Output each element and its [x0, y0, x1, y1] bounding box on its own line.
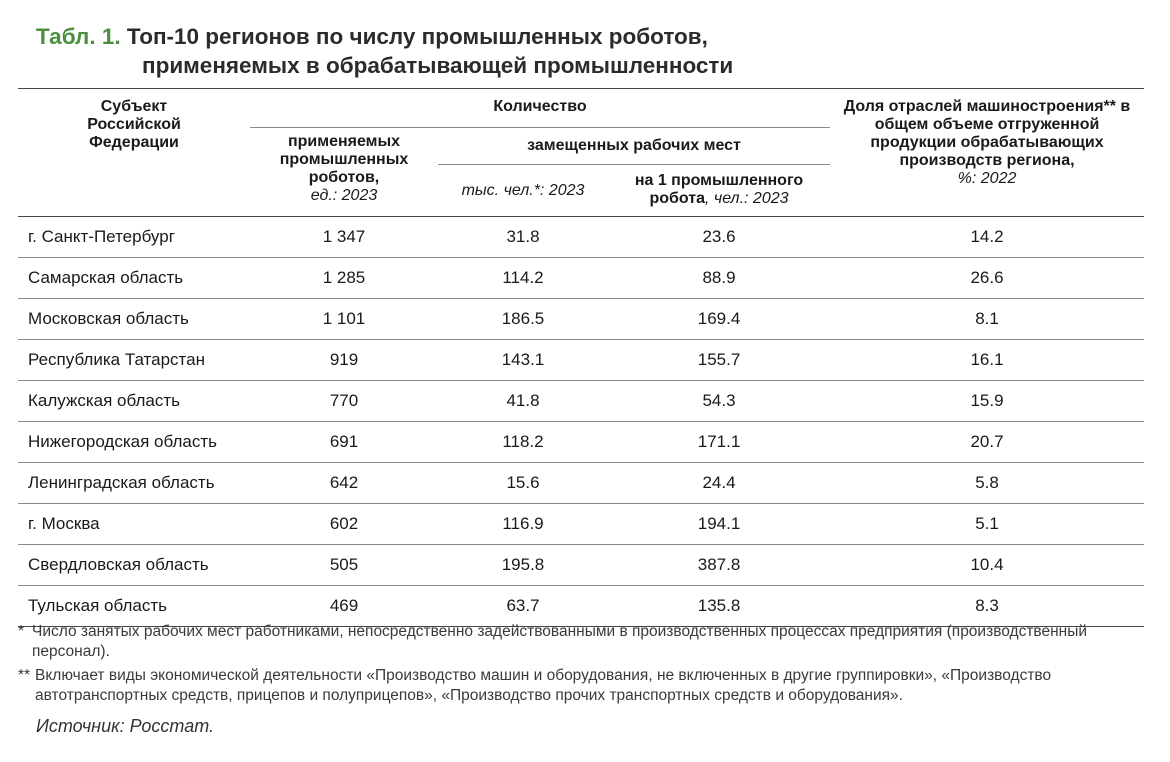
header-subject-text: Субъект Российской Федерации: [87, 98, 181, 151]
footnote-1: [18, 622, 1148, 662]
footnote-1-text: Число занятых рабочих мест работниками, непосредственно задействованными в производственных процессах предприятия (производственный персонал).: [32, 623, 1088, 660]
cell-jobs-per-robot: 54.3: [702, 391, 736, 410]
footnote-1-mark: *: [18, 623, 25, 640]
footnote-2-text: Включает виды экономической деятельности «Производство машин и оборудования, не включенных в другие группировки», «Производство автотранспортных средств, прицепов и полуприцепов», «Производство прочих транспортных средств и оборудования».: [35, 667, 1052, 704]
table-title: [36, 22, 1136, 80]
cell-jobs-thousand: 195.8: [501, 555, 545, 574]
cell-region: Свердловская область: [28, 555, 209, 574]
title-label: Табл. 1.: [36, 24, 121, 49]
table-row: [18, 422, 1144, 463]
header-quantity: [250, 89, 830, 128]
table-header: [18, 89, 1144, 217]
cell-share: 16.1: [970, 350, 1004, 369]
header-share: [830, 89, 1144, 217]
header-robots: [250, 128, 438, 217]
header-per-robot: [608, 165, 830, 217]
table-row: [18, 299, 1144, 340]
header-per-robot-text: на 1 промышленного робота: [634, 172, 804, 207]
header-share-text: Доля отраслей машиностроения** в общем объеме отгруженной продукции обрабатывающих производств региона,: [843, 98, 1131, 169]
header-robots-unit: [250, 187, 438, 205]
cell-region: Ленинградская область: [28, 473, 215, 492]
cell-region: Калужская область: [28, 391, 180, 410]
title-line-1: [36, 22, 1136, 51]
header-robots-unit-text: ед.: 2023: [310, 187, 378, 204]
cell-region: Тульская область: [28, 596, 167, 615]
table-row: [18, 217, 1144, 258]
cell-share: 8.1: [975, 309, 999, 328]
header-thousand: [438, 165, 608, 217]
cell-region: Нижегородская область: [28, 432, 217, 451]
cell-share: 5.1: [975, 514, 999, 533]
cell-region: Московская область: [28, 309, 189, 328]
table-row: [18, 586, 1144, 627]
cell-jobs-per-robot: 155.7: [697, 350, 741, 369]
header-quantity-text: Количество: [493, 98, 587, 115]
source-note: Источник: Росстат.: [36, 716, 215, 736]
table-row: [18, 340, 1144, 381]
table-row: [18, 381, 1144, 422]
cell-share: 20.7: [970, 432, 1004, 451]
cell-robots: 469: [329, 596, 359, 615]
table-row: [18, 463, 1144, 504]
cell-jobs-thousand: 15.6: [506, 473, 540, 492]
cell-robots: 505: [329, 555, 359, 574]
cell-share: 5.8: [975, 473, 999, 492]
cell-jobs-thousand: 186.5: [501, 309, 545, 328]
header-share-unit-text: %: 2022: [957, 170, 1017, 187]
cell-robots: 602: [329, 514, 359, 533]
title-text-1: Топ-10 регионов по числу промышленных роботов,: [126, 24, 708, 49]
table-body: [18, 217, 1144, 627]
cell-robots: 1 101: [322, 309, 366, 328]
cell-jobs-per-robot: 169.4: [697, 309, 741, 328]
cell-robots: 642: [329, 473, 359, 492]
cell-jobs-thousand: 118.2: [502, 432, 544, 451]
cell-region: Самарская область: [28, 268, 184, 287]
table-row: [18, 545, 1144, 586]
cell-jobs-per-robot: 135.8: [697, 596, 741, 615]
header-replaced-jobs-text: замещенных рабочих мест: [527, 137, 741, 154]
cell-jobs-per-robot: 23.6: [702, 227, 736, 246]
cell-jobs-per-robot: 194.1: [697, 514, 741, 533]
cell-jobs-per-robot: 387.8: [697, 555, 741, 574]
cell-region: г. Санкт-Петербург: [28, 227, 175, 246]
cell-share: 15.9: [970, 391, 1004, 410]
cell-jobs-thousand: 116.9: [502, 514, 544, 533]
cell-jobs-per-robot: 171.1: [697, 432, 741, 451]
cell-robots: 691: [329, 432, 359, 451]
cell-region: г. Москва: [28, 514, 100, 533]
header-subject: [18, 89, 250, 217]
header-thousand-text: тыс. чел.*: 2023: [461, 181, 585, 199]
cell-jobs-thousand: 41.8: [506, 391, 540, 410]
header-share-unit: [830, 170, 1144, 188]
cell-share: 10.4: [970, 555, 1004, 574]
cell-robots: 1 285: [322, 268, 366, 287]
cell-share: 8.3: [975, 596, 999, 615]
header-per-robot-wrap: [619, 172, 819, 208]
cell-share: 26.6: [970, 268, 1004, 287]
table-row: [18, 258, 1144, 299]
header-replaced-jobs: [438, 128, 830, 165]
robots-table: [18, 88, 1144, 627]
header-per-robot-unit: , чел.: 2023: [705, 190, 789, 207]
cell-jobs-thousand: 63.7: [506, 596, 540, 615]
cell-robots: 919: [329, 350, 359, 369]
cell-jobs-thousand: 114.2: [502, 268, 544, 287]
cell-share: 14.2: [970, 227, 1004, 246]
cell-jobs-per-robot: 24.4: [702, 473, 736, 492]
cell-region: Республика Татарстан: [28, 350, 205, 369]
header-robots-text: применяемых промышленных роботов,: [279, 133, 409, 186]
cell-jobs-thousand: 143.1: [501, 350, 545, 369]
footnote-2: [18, 666, 1148, 706]
cell-robots: 770: [329, 391, 359, 410]
cell-jobs-per-robot: 88.9: [702, 268, 736, 287]
cell-jobs-thousand: 31.8: [506, 227, 540, 246]
footnotes: [18, 622, 1148, 706]
footnote-2-mark: **: [18, 667, 31, 684]
data-table-container: [18, 88, 1144, 627]
table-row: [18, 504, 1144, 545]
cell-robots: 1 347: [322, 227, 366, 246]
title-text-2: применяемых в обрабатывающей промышленности: [142, 53, 734, 78]
